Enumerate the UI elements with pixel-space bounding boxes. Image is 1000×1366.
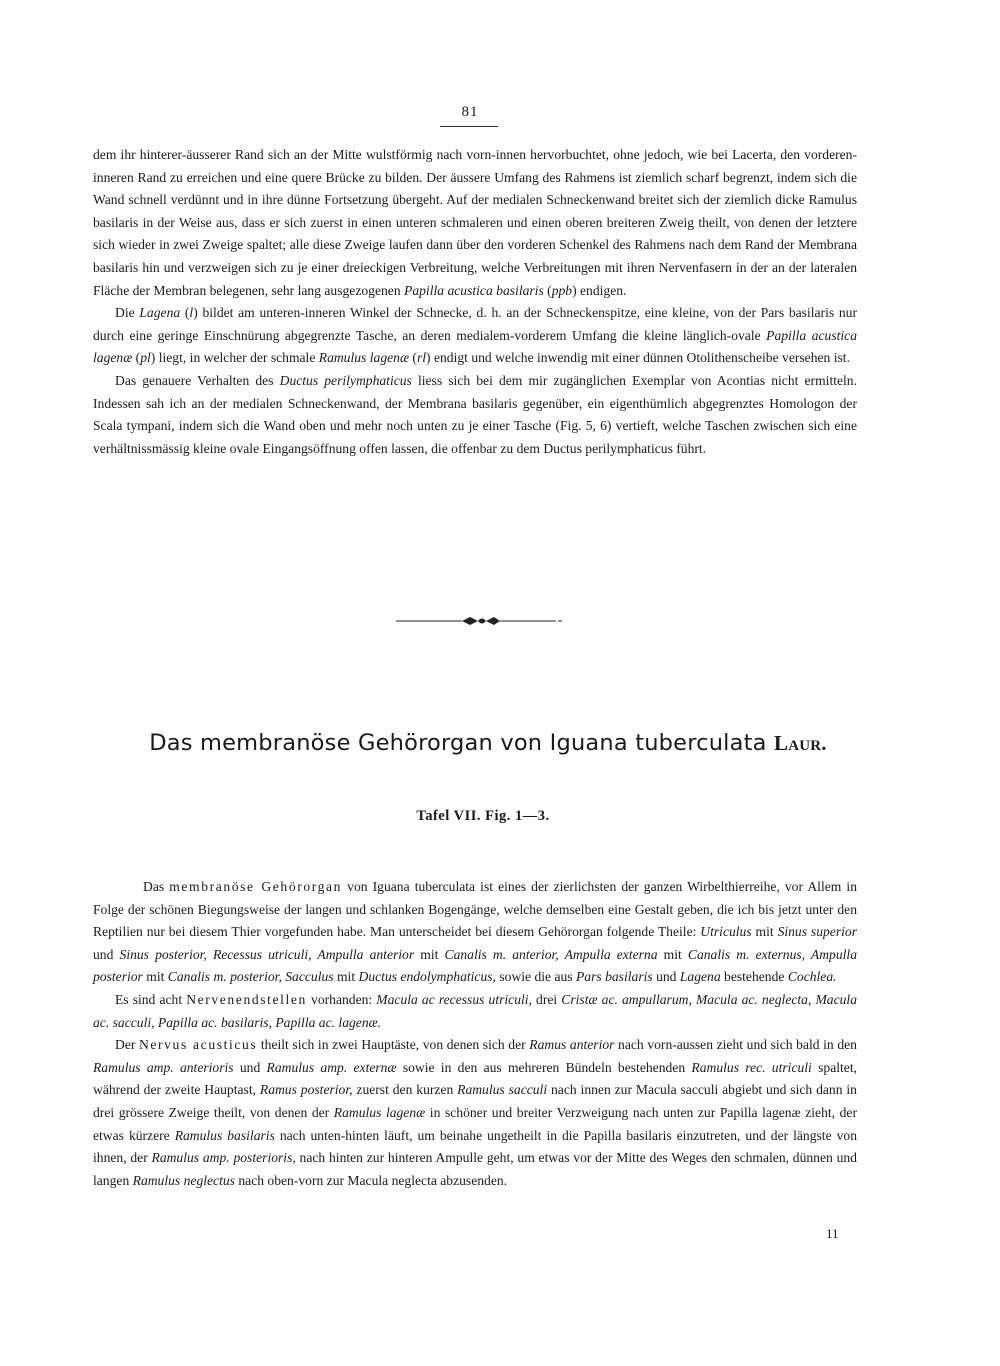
- italic-term: Ramulus amp. externæ: [266, 1059, 397, 1075]
- italic-term: Canalis m. anterior, Ampulla externa: [444, 946, 658, 962]
- italic-term: Pars basilaris: [576, 969, 653, 985]
- page-number: 81: [461, 104, 479, 120]
- spaced-term: Nervus acusticus: [138, 1037, 258, 1053]
- spaced-term: membranöse Gehörorgan: [169, 879, 343, 894]
- text-block-bottom: [93, 876, 857, 1192]
- italic-term: Utriculus: [700, 924, 752, 940]
- italic-term: Papilla acustica lagenæ: [93, 327, 857, 366]
- paragraph: Die Lagena (l) bildet am unteren-inneren Winkel der Schnecke, d. h. an der Schneckenspitze, eine kleine, von der Pars basilaris nur durch eine geringe Einschnürung abgegrenzte Tasche, an deren medialem-vorderem Umfang die kleine länglich-ovale Papilla acustica lagenæ (pl) liegt, in welcher der schmale Ramulus lagenæ (rl) endigt und welche inwendig mit einer dünnen Otolithenscheibe versehen ist.: [93, 305, 857, 366]
- italic-term: Ductus perilymphaticus: [279, 372, 412, 388]
- italic-term: Cristæ ac. ampullarum, Macula ac. neglecta, Macula ac. sacculi, Papilla ac. basilaris, Papilla ac. lagenæ.: [93, 991, 857, 1030]
- paragraph: Der Nervus acusticus theilt sich in zwei Hauptäste, von denen sich der Ramus anterior nach vorn-aussen zieht und sich bald in den Ramulus amp. anterioris und Ramulus amp. externæ sowie in den aus mehreren Bündeln bestehenden Ramulus rec. utriculi spaltet, während der zweite Hauptast, Ramus posterior, zuerst den kurzen Ramulus sacculi nach innen zur Macula sacculi abgiebt und sich dann in drei grössere Zweige theilt, von denen der Ramulus lagenæ in schöner und breiter Verzweigung nach unten zur Papilla lagenæ zieht, der etwas kürzere Ramulus basilaris nach unten-hinten läuft, um beinahe ungetheilt in die Papilla basilaris einzutreten, und der längste von ihnen, der Ramulus amp. posterioris, nach hinten zur hinteren Ampulle geht, um etwas vor der Mitte des Weges den schmalen, dünnen und langen Ramulus neglectus nach oben-vorn zur Macula neglecta abzusenden.: [93, 1037, 858, 1188]
- italic-term: Ramulus lagenæ: [333, 1104, 426, 1120]
- paragraph: Das genauere Verhalten des Ductus perilymphaticus liess sich bei dem mir zugänglichen Exemplar von Acontias nicht ermitteln. Indessen sah ich an der medialen Schneckenwand, der Membrana basilaris gegenüber, ein eigenthümlich abgegrenztes Homologon der Scala tympani, indem sich die Wand oben und mehr noch unten zu je einer Tasche (Fig. 5, 6) vertieft, welche Taschen zwischen sich eine verhältnissmässig kleine ovale Eingangsöffnung offen lassen, die offenbar zu dem Ductus perilymphaticus führt.: [93, 372, 857, 456]
- italic-term: ppb: [551, 282, 573, 298]
- italic-term: Sinus superior: [777, 924, 857, 940]
- italic-term: Sinus posterior, Recessus utriculi, Ampulla anterior: [119, 946, 415, 962]
- section-divider-ornament: [396, 614, 564, 628]
- paragraph: dem ihr hinterer-äusserer Rand sich an der Mitte wulstförmig nach vorn-innen hervorbuchtet, ohne jedoch, wie bei Lacerta, den vorderen-inneren Rand zu erreichen und eine quere Brücke zu bilden. Der äussere Umfang des Rahmens ist ziemlich scharf begrenzt, indem sich die Wand schnell verdünnt und in ihre dünne Fortsetzung übergeht. Auf der medialen Schneckenwand breitet sich der ziemlich dicke Ramulus basilaris in der Weise aus, dass er sich zuerst in einen unteren schmaleren und einen oberen breiteren Zweig theilt, von denen der letztere sich wieder in zwei Zweige spaltet; alle diese Zweige laufen dann über den vorderen Schenkel des Rahmens nach dem Rand der Membrana basilaris hin und verzweigen sich zu je einer dreieckigen Verbreitung, welche Verbreitungen mit ihren Nervenfasern in der an der lateralen Fläche der Membran belegenen, sehr lang ausgezogenen Papilla acustica basilaris (ppb) endigen.: [93, 147, 857, 298]
- italic-term: Macula ac recessus utriculi,: [376, 991, 532, 1007]
- italic-term: Ramus posterior,: [259, 1082, 353, 1098]
- italic-term: Ramulus basilaris: [174, 1127, 275, 1143]
- italic-term: Ductus endolymphaticus,: [358, 969, 496, 985]
- text-block-top: [93, 144, 857, 460]
- italic-term: Ramulus lagenæ: [318, 350, 410, 366]
- article-subtitle: Tafel VII. Fig. 1—3.: [416, 808, 550, 824]
- italic-term: pl: [140, 350, 151, 366]
- italic-term: l: [189, 305, 194, 321]
- italic-term: Cochlea.: [787, 969, 837, 985]
- italic-term: Lagena: [139, 305, 181, 321]
- italic-term: rl: [416, 350, 427, 366]
- page-number-rule: [440, 126, 498, 127]
- signature-mark: 11: [826, 1226, 839, 1241]
- italic-term: Ramulus amp. posterioris,: [151, 1150, 296, 1166]
- italic-term: Ramus anterior: [529, 1037, 615, 1053]
- title-text: Das membranöse Gehörorgan von Iguana tuberculata: [149, 730, 767, 756]
- italic-term: Papilla acustica basilaris: [404, 282, 544, 298]
- italic-term: Canalis m. posterior, Sacculus: [167, 969, 334, 985]
- italic-term: Ramulus neglectus: [132, 1172, 235, 1188]
- italic-term: Ramulus sacculi: [457, 1082, 548, 1098]
- italic-term: Lagena: [679, 969, 721, 985]
- paragraph: Das membranöse Gehörorgan von Iguana tuberculata ist eines der zierlichsten der ganzen Wirbelthierreihe, vor Allem in Folge der schönen Biegungsweise der langen und schlanken Bogengänge, welche demselben eine Gestalt geben, die ich bis jetzt unter den Reptilien nur bei diesem Thier vorgefunden habe. Man unterscheidet bei diesem Gehörorgan folgende Theile: Utriculus mit Sinus superior und Sinus posterior, Recessus utriculi, Ampulla anterior mit Canalis m. anterior, Ampulla externa mit Canalis m. externus, Ampulla posterior mit Canalis m. posterior, Sacculus mit Ductus endolymphaticus, sowie die aus Pars basilaris und Lagena bestehende Cochlea.: [93, 879, 857, 985]
- paragraph: Es sind acht Nervenendstellen vorhanden: Macula ac recessus utriculi, drei Cristæ ac. ampullarum, Macula ac. neglecta, Macula ac. sacculi, Papilla ac. basilaris, Papilla ac. lagenæ.: [93, 991, 857, 1030]
- italic-term: Ramulus rec. utriculi: [691, 1059, 812, 1075]
- title-author: Laur.: [774, 731, 827, 755]
- italic-term: Ramulus amp. anterioris: [93, 1059, 234, 1075]
- italic-term: Canalis m. externus, Ampulla posterior: [93, 946, 857, 985]
- article-title: [0, 730, 976, 756]
- spaced-term: Nervenendstellen: [186, 991, 307, 1007]
